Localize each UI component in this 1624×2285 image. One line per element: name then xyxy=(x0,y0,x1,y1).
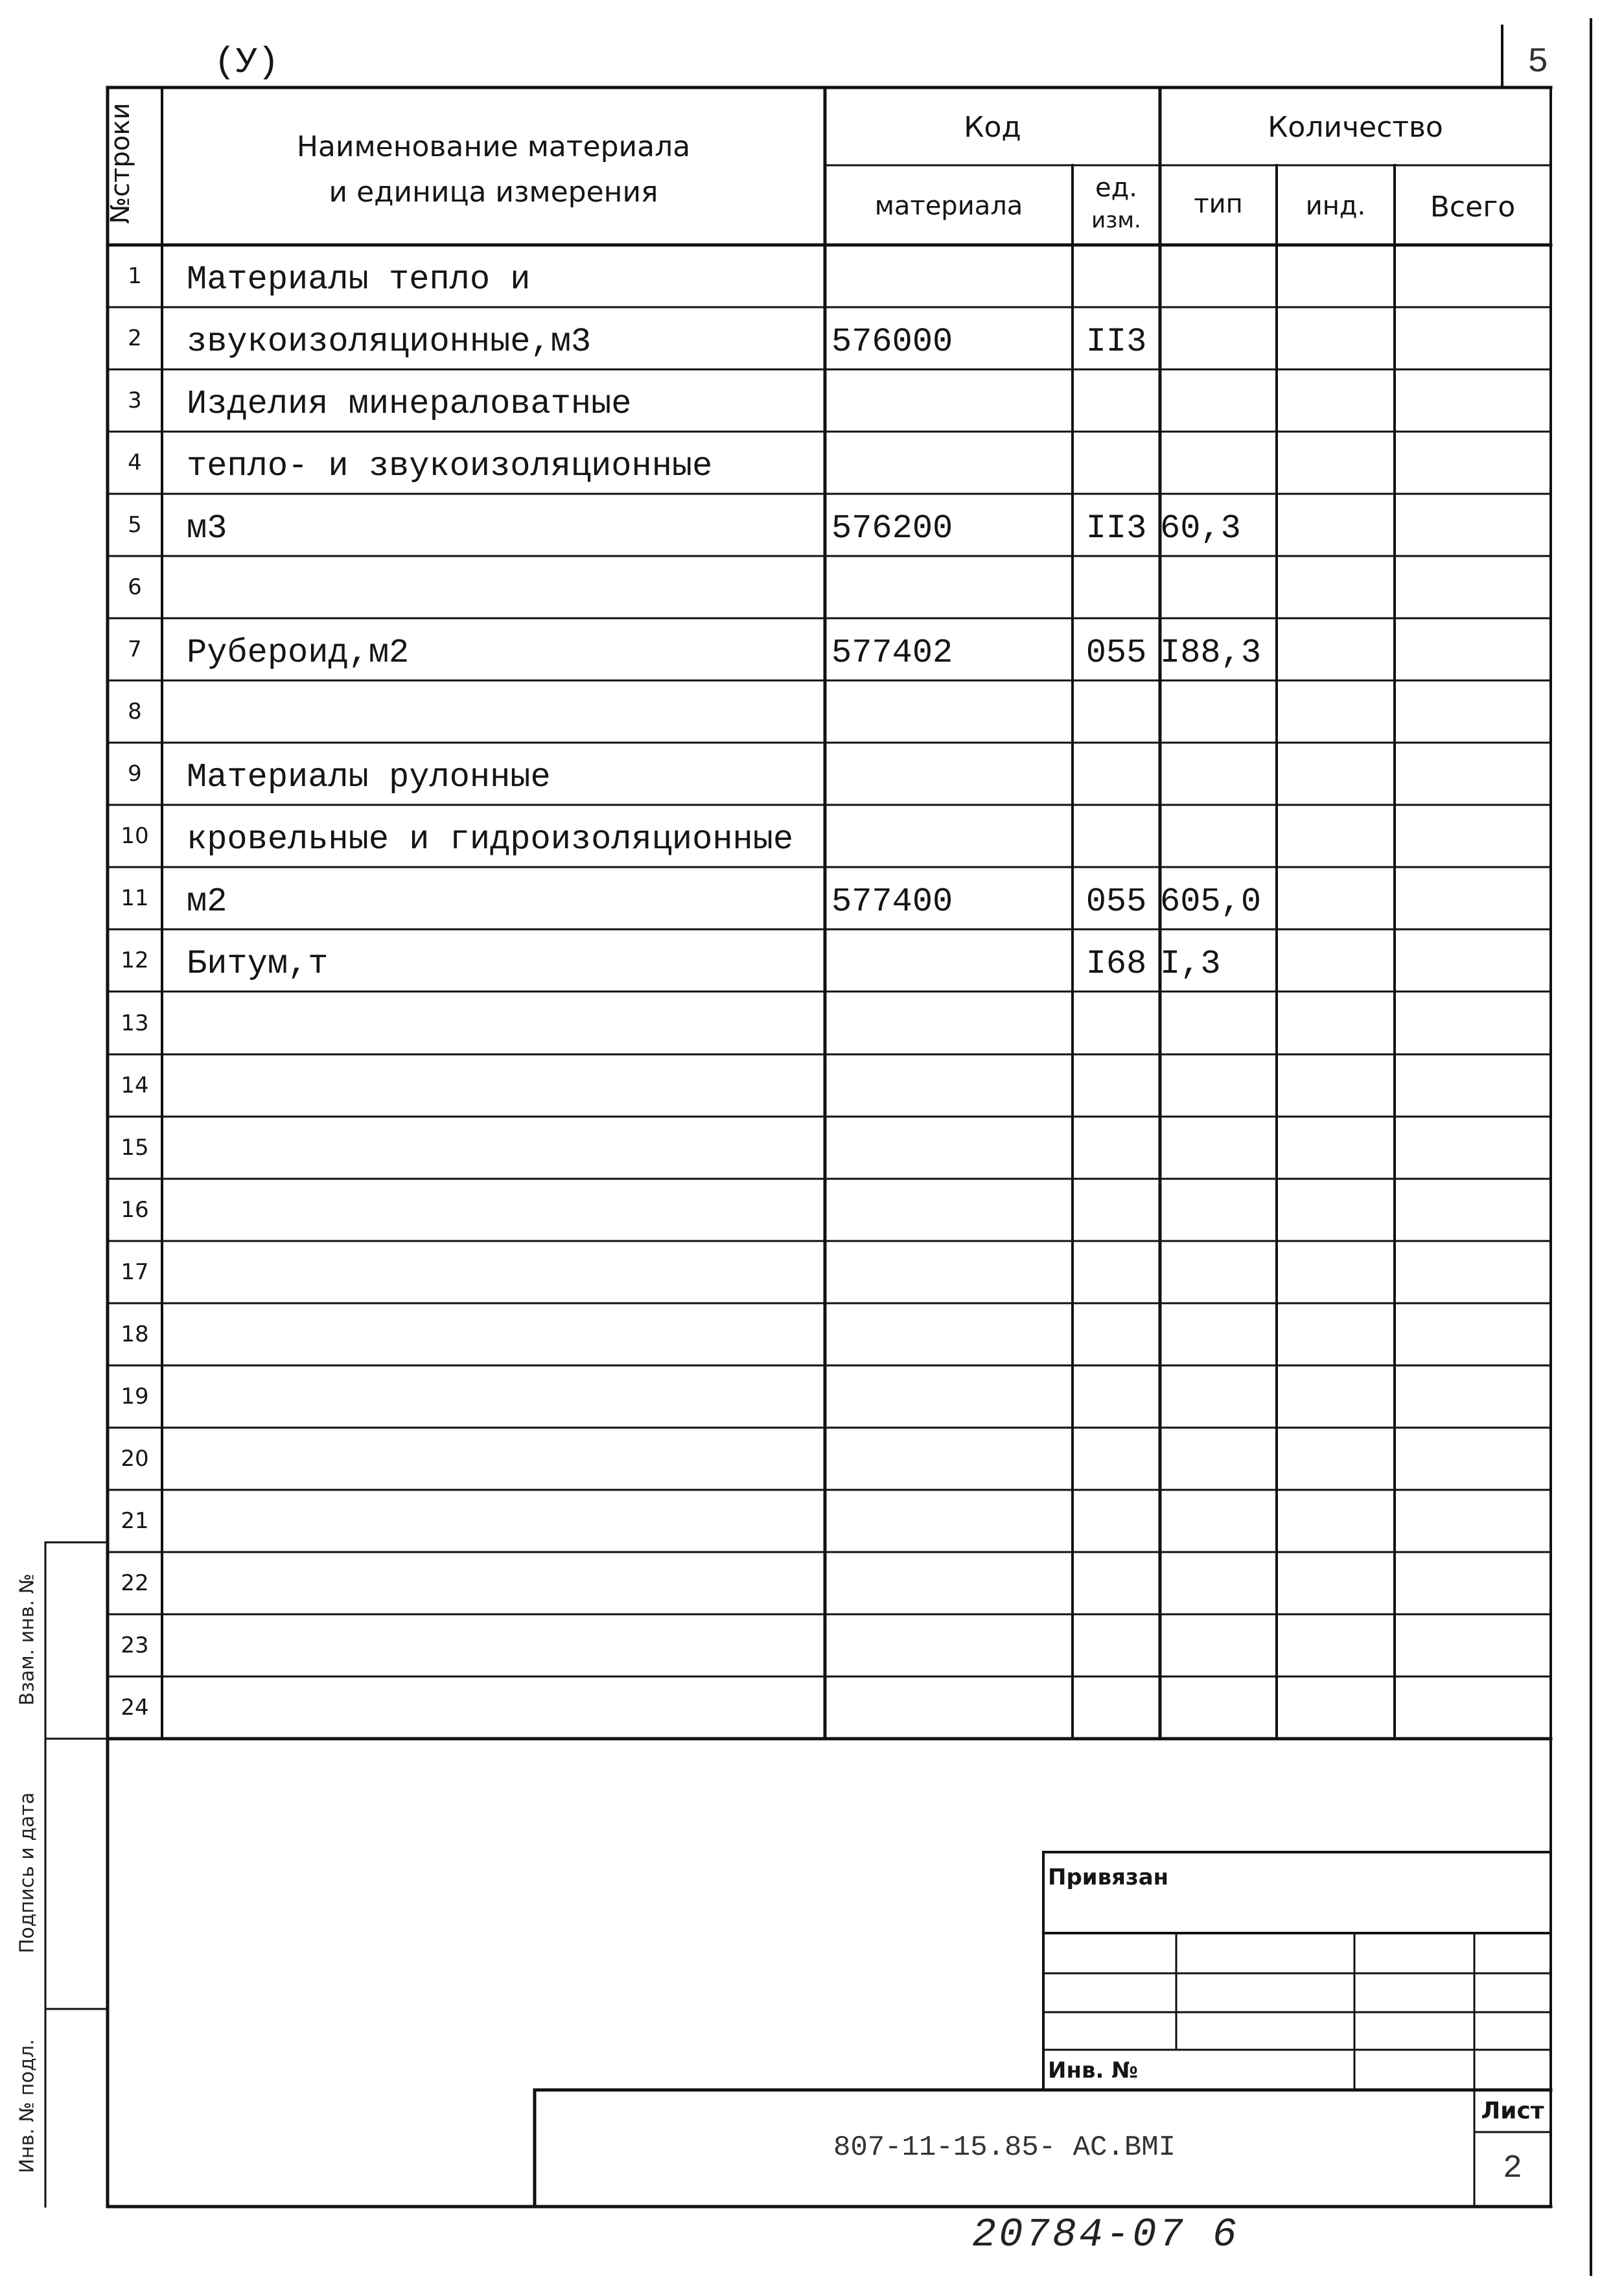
document-code: 807-11-15.85- АС.ВМI xyxy=(833,2131,1176,2164)
cell-type: I,3 xyxy=(1160,945,1221,983)
cell-name: звукоизоляционные,м3 xyxy=(187,323,592,361)
cell-name: м2 xyxy=(187,883,227,921)
row-number: 22 xyxy=(121,1570,149,1596)
row-number: 23 xyxy=(121,1632,149,1658)
archive-number: 20784-07 6 xyxy=(972,2212,1240,2258)
cell-code: 577402 xyxy=(831,634,953,672)
header-qty-ind: инд. xyxy=(1305,191,1366,221)
row-number: 5 xyxy=(128,512,142,538)
header-qty-total: Всего xyxy=(1430,191,1516,224)
header-code: Код xyxy=(964,111,1021,144)
row-number: 9 xyxy=(128,761,142,787)
sheet-label: Лист xyxy=(1481,2098,1544,2124)
cell-name: кровельные и гидроизоляционные xyxy=(187,820,794,859)
row-number: 20 xyxy=(121,1446,149,1472)
stamp-attached-label: Привязан xyxy=(1048,1864,1169,1890)
header-unit-line1: ед. xyxy=(1095,173,1137,203)
cell-type: 60,3 xyxy=(1160,509,1241,548)
row-number: 4 xyxy=(128,450,142,476)
row-number: 8 xyxy=(128,699,142,725)
row-number: 6 xyxy=(128,574,142,600)
cell-code: 576200 xyxy=(831,509,953,548)
header-qty-type: тип xyxy=(1194,189,1243,219)
cell-unit: I68 xyxy=(1085,945,1147,983)
page-number: 5 xyxy=(1527,43,1549,82)
header-quantity: Количество xyxy=(1268,111,1443,144)
cell-unit: 055 xyxy=(1085,883,1147,921)
row-number: 17 xyxy=(121,1259,149,1285)
row-number: 18 xyxy=(121,1321,149,1347)
cell-unit: 055 xyxy=(1085,634,1147,672)
side-label-signature-date: Подпись и дата xyxy=(16,1792,39,1954)
cell-name: Материалы тепло и xyxy=(187,261,531,299)
header-name-line2: и единица измерения xyxy=(329,176,658,209)
header-name-line1: Наименование материала xyxy=(296,130,691,163)
cell-name: м3 xyxy=(187,509,227,548)
cell-type: I88,3 xyxy=(1160,634,1262,672)
cell-name: Материалы рулонные xyxy=(187,758,551,796)
cell-name: Битум,т xyxy=(187,945,329,983)
side-label-inv-original: Инв. № подл. xyxy=(16,2039,39,2174)
cell-name: Изделия минераловатные xyxy=(187,385,632,423)
row-number: 15 xyxy=(121,1135,149,1161)
row-number: 16 xyxy=(121,1197,149,1223)
row-number: 7 xyxy=(128,636,142,662)
row-number: 10 xyxy=(121,823,149,849)
page-letter: (У) xyxy=(214,41,279,83)
row-number: 13 xyxy=(121,1010,149,1036)
row-number: 3 xyxy=(128,388,142,413)
row-number: 1 xyxy=(128,263,142,289)
sheet-number: 2 xyxy=(1502,2150,1522,2187)
header-code-material: материала xyxy=(874,191,1023,221)
cell-code: 577400 xyxy=(831,883,953,921)
cell-unit: II3 xyxy=(1085,323,1147,361)
row-number: 2 xyxy=(128,325,142,351)
row-number: 19 xyxy=(121,1384,149,1409)
row-number: 21 xyxy=(121,1508,149,1534)
cell-unit: II3 xyxy=(1085,509,1147,548)
side-label-inv-replacement: Взам. инв. № xyxy=(16,1573,39,1706)
row-number: 12 xyxy=(121,947,149,973)
row-number: 14 xyxy=(121,1073,149,1098)
cell-name: тепло- и звукоизоляционные xyxy=(187,447,713,485)
header-unit-line2: изм. xyxy=(1091,207,1141,233)
cell-code: 576000 xyxy=(831,323,953,361)
header-row-number: №строки xyxy=(106,102,135,224)
stamp-inv-number-label: Инв. № xyxy=(1048,2058,1139,2083)
row-number: 11 xyxy=(121,885,149,911)
row-number: 24 xyxy=(121,1695,149,1721)
cell-name: Рубероид,м2 xyxy=(187,634,410,672)
cell-type: 605,0 xyxy=(1160,883,1262,921)
